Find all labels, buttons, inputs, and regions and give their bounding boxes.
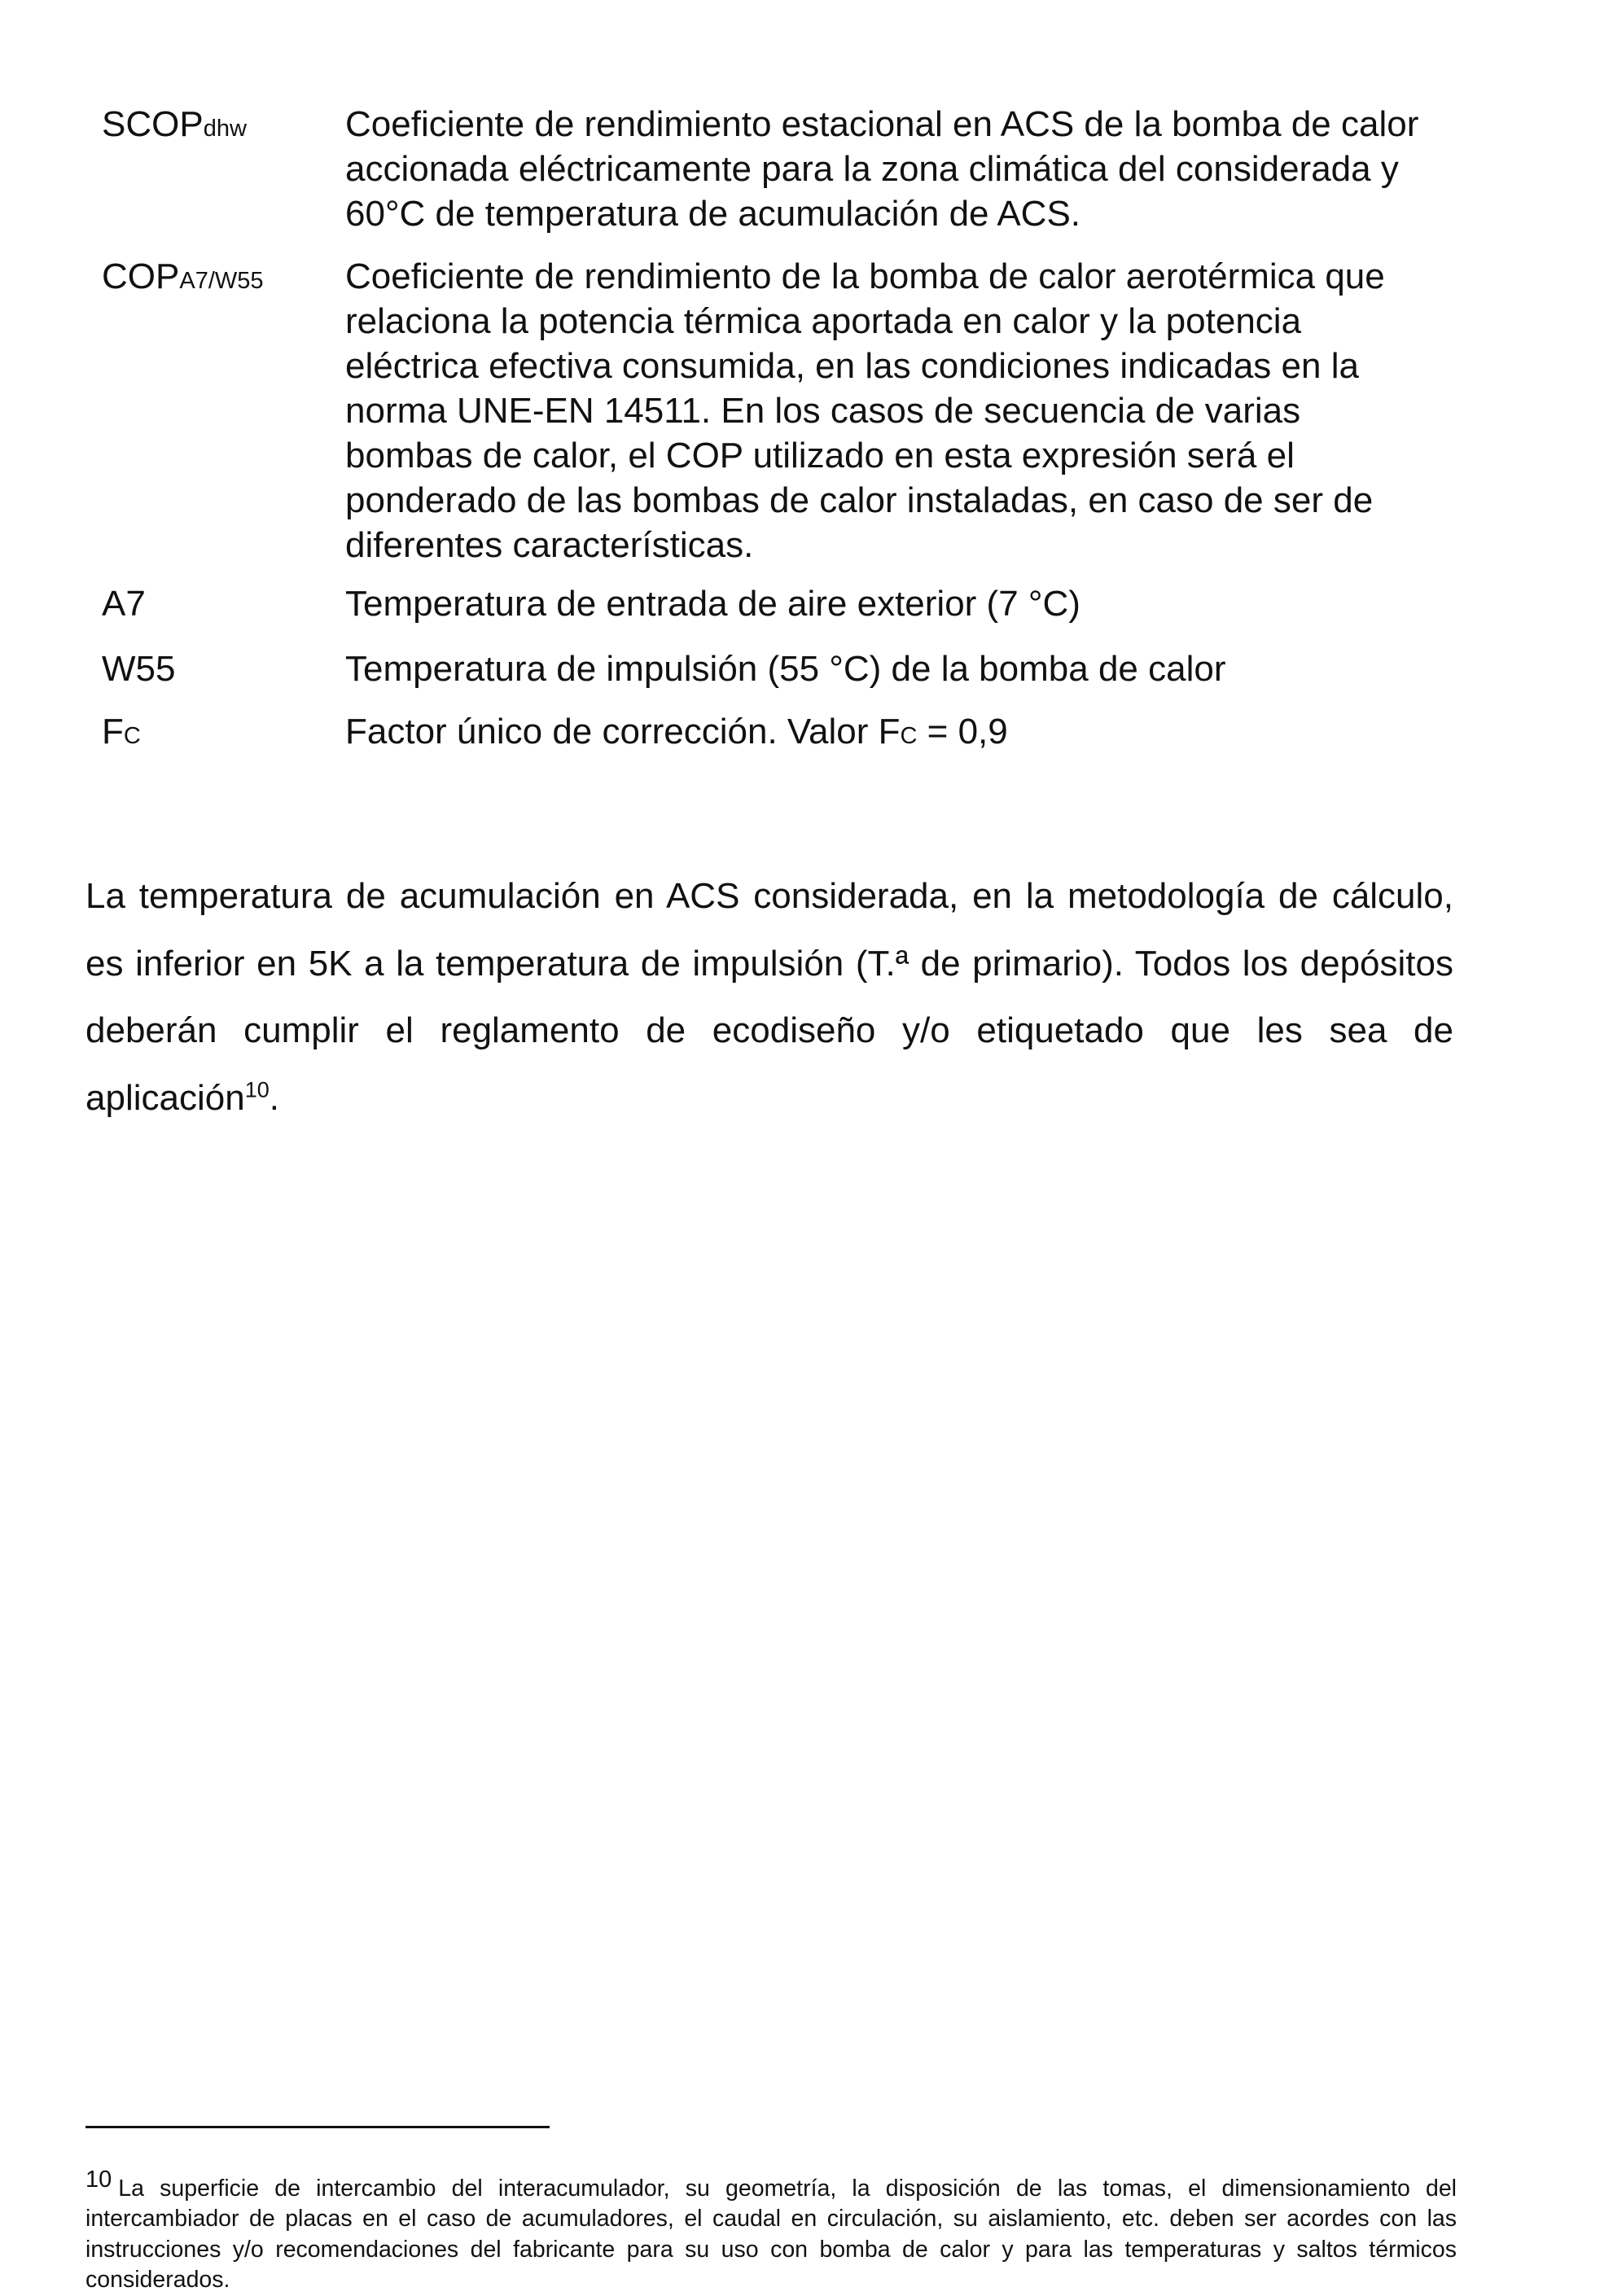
term-w55 — [102, 646, 345, 691]
description-w55: Temperatura de impulsión (55 °C) de la bomba de calor — [345, 649, 1226, 689]
term-cop — [102, 254, 345, 304]
footnote — [85, 2167, 1457, 2296]
term-cop-subscript: A7/W55 — [179, 268, 264, 294]
description-fc-text: Factor único de corrección. Valor F — [345, 712, 901, 751]
paragraph-end: . — [269, 1077, 279, 1118]
description-fc — [345, 709, 1437, 759]
footnote-reference: 10 — [244, 1076, 270, 1102]
definitions-list — [102, 102, 1437, 759]
description-fc-subscript: C — [900, 723, 918, 749]
term-scop-main: SCOP — [102, 104, 204, 144]
description-scop: Coeficiente de rendimiento estacional en ACS de la bomba de calor accionada eléctricamente para la zona climática del considerada y 60°C de temperatura de acumulación de ACS. — [345, 104, 1419, 234]
term-w55-main: W55 — [102, 649, 176, 689]
definition-row-a7 — [102, 581, 1437, 626]
definition-row-scop — [102, 102, 1437, 236]
description-fc-value: = 0,9 — [917, 712, 1008, 751]
paragraph-text: La temperatura de acumulación en ACS considerada, en la metodología de cálculo, es inferior en 5K a la temperatura de impulsión (T.ª de primario). Todos los depósitos deberán cumplir el reglamento de ecodiseño y/o etiquetado que les sea de aplicación — [85, 876, 1453, 1118]
term-a7-main: A7 — [102, 584, 146, 624]
body-paragraph — [85, 863, 1453, 1132]
term-a7 — [102, 581, 345, 626]
term-cop-main: COP — [102, 256, 180, 296]
footnote-separator — [85, 2126, 550, 2128]
term-fc-subscript: C — [123, 723, 141, 749]
term-fc-main: F — [102, 712, 124, 751]
definition-row-cop — [102, 254, 1437, 567]
term-scop — [102, 102, 345, 151]
description-a7: Temperatura de entrada de aire exterior (7 °C) — [345, 584, 1080, 624]
term-fc — [102, 709, 345, 759]
term-scop-subscript: dhw — [203, 116, 247, 142]
definition-row-fc — [102, 709, 1437, 759]
definition-row-w55 — [102, 646, 1437, 691]
description-cop: Coeficiente de rendimiento de la bomba de calor aerotérmica que relaciona la potencia térmica aportada en calor y la potencia eléctrica efectiva consumida, en las condiciones indicadas en la norma UNE-EN 14511. En los casos de secuencia de varias bombas de calor, el COP utilizado en esta expresión será el ponderado de las bombas de calor instaladas, en caso de ser de diferentes características. — [345, 256, 1385, 565]
footnote-number: 10 — [85, 2167, 112, 2193]
footnote-text: La superficie de intercambio del interacumulador, su geometría, la disposición de las tomas, el dimensionamiento del intercambiador de placas en el caso de acumuladores, el caudal en circulación, su aislamiento, etc. deben ser acordes con las instrucciones y/o recomendaciones del fabricante para su uso con bomba de calor y para las temperaturas y saltos térmicos considerados. — [85, 2175, 1457, 2293]
